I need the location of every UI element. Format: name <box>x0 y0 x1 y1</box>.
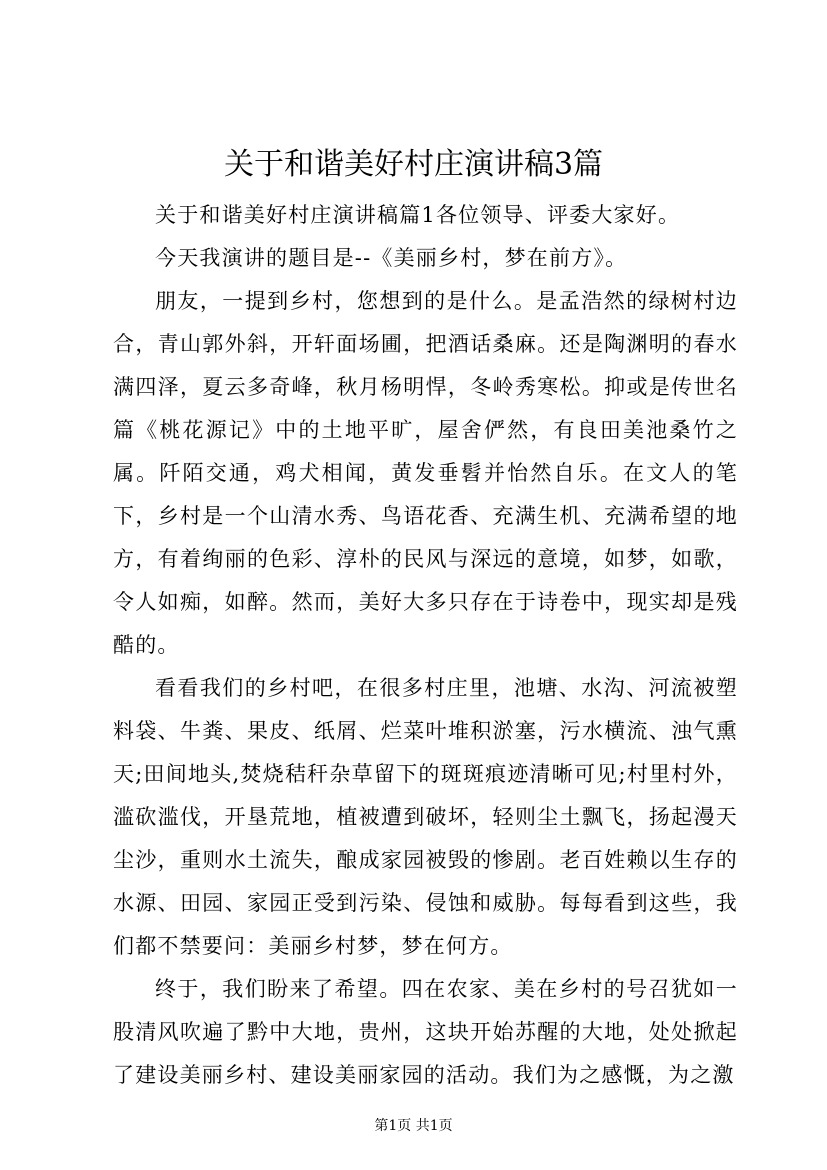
paragraph: 看看我们的乡村吧，在很多村庄里，池塘、水沟、河流被塑料袋、牛粪、果皮、纸屑、烂菜叶堆积淤塞，污水横流、浊气熏天;田间地头,焚烧秸秆杂草留下的斑斑痕迹清晰可见;村里村外，滥砍滥伐，开垦荒地，植被遭到破坏，轻则尘土飘飞，扬起漫天尘沙，重则水土流失，酿成家园被毁的惨剧。老百姓赖以生存的水源、田园、家园正受到污染、侵蚀和威胁。每每看到这些，我们都不禁要问：美丽乡村梦，梦在何方。 <box>113 676 738 958</box>
document-body <box>113 194 738 1097</box>
paragraph: 今天我演讲的题目是--《美丽乡村，梦在前方》。 <box>155 246 628 270</box>
paragraph: 关于和谐美好村庄演讲稿篇1各位领导、评委大家好。 <box>155 203 681 227</box>
page-footer: 第1页 共1页 <box>374 1118 453 1134</box>
paragraph: 终于，我们盼来了希望。四在农家、美在乡村的号召犹如一股清风吹遍了黔中大地，贵州，这块开始苏醒的大地，处处掀起了建设美丽乡村、建设美丽家园的活动。我们为之感慨，为之激 <box>113 977 738 1087</box>
document-title: 关于和谐美好村庄演讲稿3篇 <box>223 147 604 182</box>
paragraph: 朋友，一提到乡村，您想到的是什么。是孟浩然的绿树村边合，青山郭外斜，开轩面场圃，把酒话桑麻。还是陶渊明的春水满四泽，夏云多奇峰，秋月杨明悍，冬岭秀寒松。抑或是传世名篇《桃花源记》中的土地平旷，屋舍俨然，有良田美池桑竹之属。阡陌交通，鸡犬相闻，黄发垂髫并怡然自乐。在文人的笔下，乡村是一个山清水秀、鸟语花香、充满生机、充满希望的地方，有着绚丽的色彩、淳朴的民风与深远的意境，如梦，如歌，令人如痴，如醉。然而，美好大多只存在于诗卷中，现实却是残酷的。 <box>113 289 738 657</box>
